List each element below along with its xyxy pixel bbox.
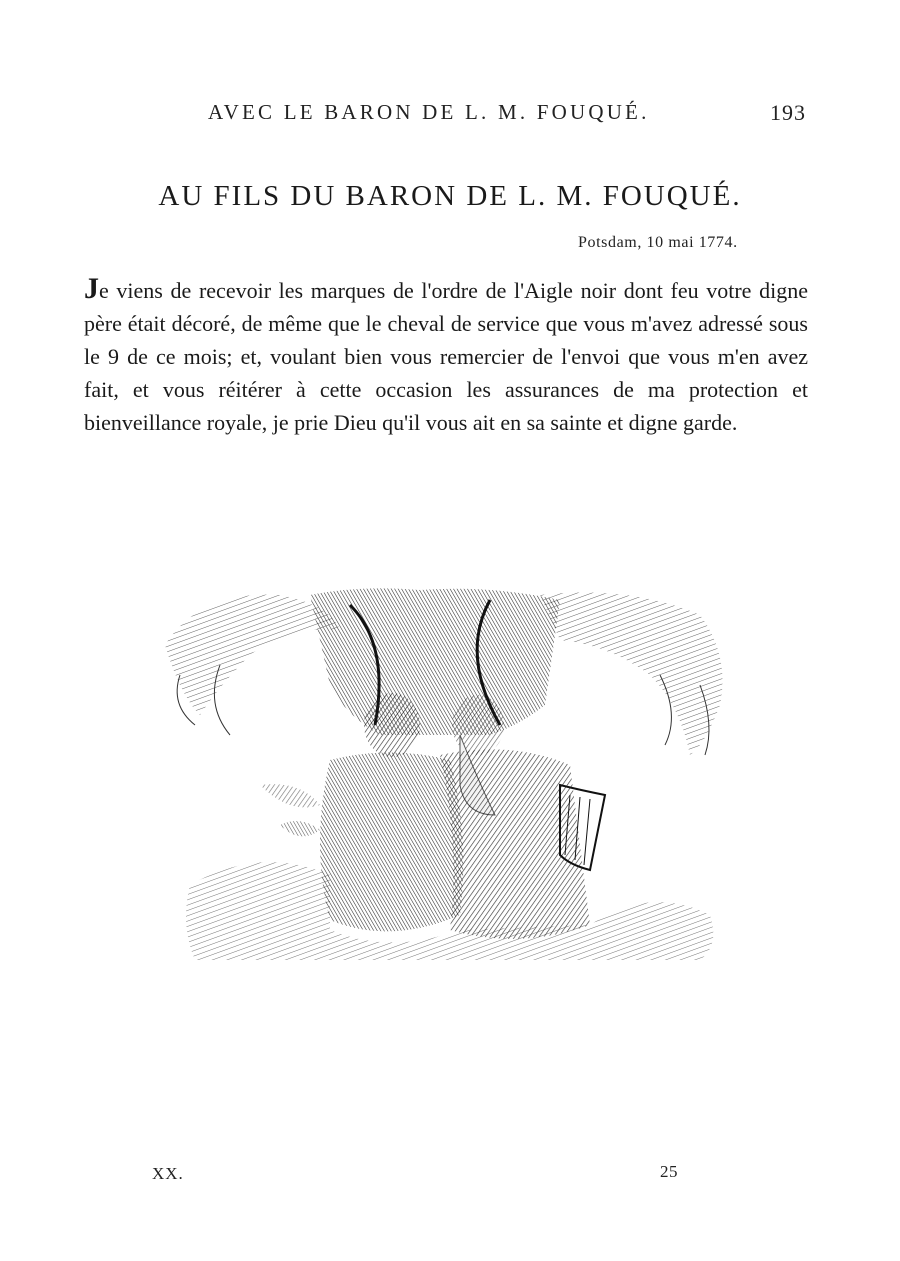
page-number: 193 <box>770 100 806 125</box>
running-title: AVEC LE BARON DE L. M. FOUQUÉ. <box>208 100 650 124</box>
running-head <box>0 100 900 130</box>
letter-body-text: e viens de recevoir les marques de l'ordre de l'Aigle noir dont feu votre digne père était décoré, de même que le cheval de service que vous m'avez adressé sous le 9 de ce mois; et, voulant bien vous remercier de l'envoi que vous m'en avez fait, et vous réitérer à cette occasion les assurances de ma protection et bienveillance royale, je prie Dieu qu'il vous ait en sa sainte et digne garde. <box>84 278 808 435</box>
letter-body <box>84 272 808 439</box>
signature-mark: XX. <box>152 1164 184 1183</box>
sheet-number: 25 <box>660 1162 678 1181</box>
initial-letter: J <box>84 272 99 305</box>
engraving-two-old-men-under-tree-icon <box>160 585 730 960</box>
letter-title: AU FILS DU BARON DE L. M. FOUQUÉ. <box>158 180 742 212</box>
letter-dateline: Potsdam, 10 mai 1774. <box>578 234 738 251</box>
